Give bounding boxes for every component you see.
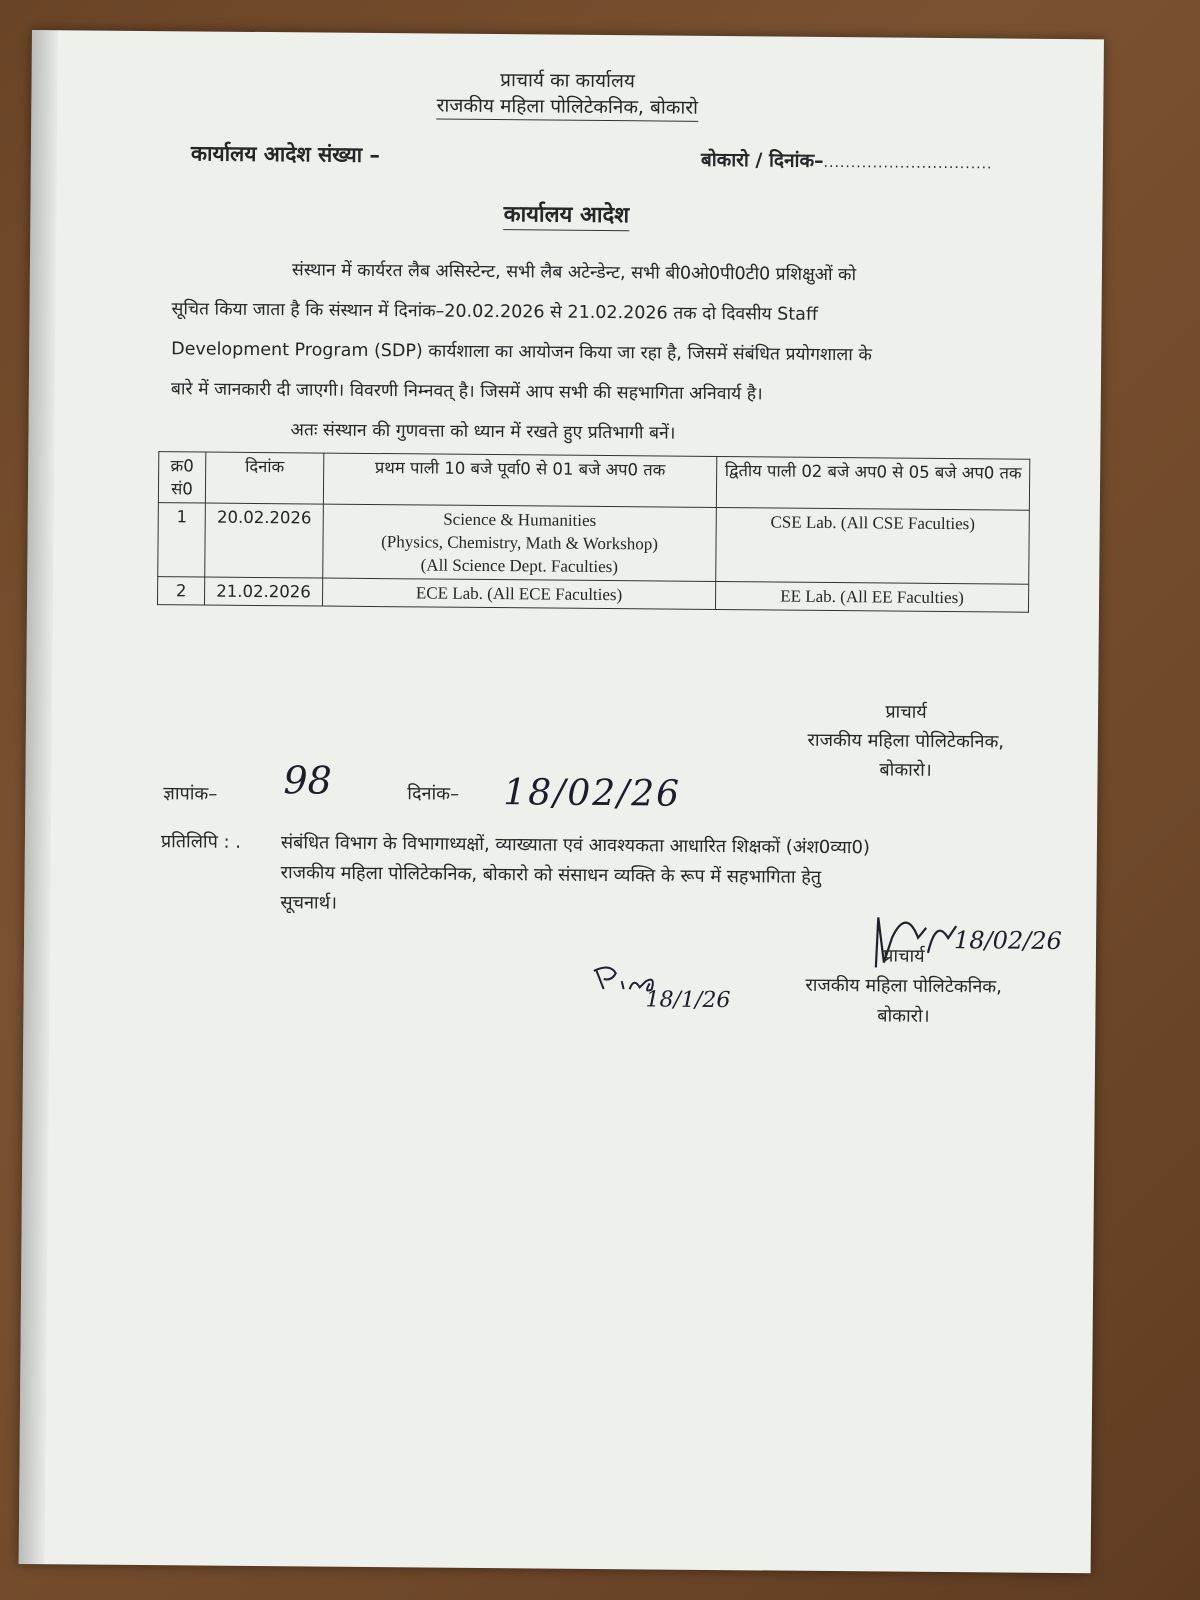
document-title [30, 194, 1102, 233]
memo-label: ज्ञापांक– [163, 783, 218, 805]
table-row [158, 503, 1030, 585]
body-line: सूचित किया जाता है कि संस्थान में दिनांक–20.02.2026 से 21.02.2026 तक दो दिवसीय Staff [171, 299, 819, 325]
body-line: बारे में जानकारी दी जाएगी। विवरणी निम्नवत् है। जिसमें आप सभी की सहभागिता अनिवार्य है। [170, 379, 763, 405]
memo-date-handwritten: 18/02/26 [503, 772, 682, 815]
header-serial: क्र0 सं0 [158, 452, 205, 503]
principal-signature-block-2 [763, 940, 1044, 1032]
document-page [19, 30, 1104, 1573]
copy-label: प्रतिलिपि : . [160, 831, 242, 853]
body-line: संस्थान में कार्यरत लैब असिस्टेन्ट, सभी लैब अटेन्डेन्ट, सभी बी0ओ0पी0टी0 प्रशिक्षुओं को [291, 260, 857, 286]
institute-name: राजकीय महिला पोलिटेकनिक, [807, 729, 1005, 753]
body-line: अतः संस्थान की गुणवत्ता को ध्यान में रखते हुए प्रतिभागी बनें। [290, 420, 676, 444]
city-name: बोकारो। [879, 759, 932, 781]
cell-text: Science & Humanities [443, 509, 597, 530]
institute-heading-text: राजकीय महिला पोलिटेकनिक, बोकारो [437, 95, 699, 122]
copy-line: राजकीय महिला पोलिटेकनिक, बोकारो को संसाधन व्यक्ति के रूप में सहभागिता हेतु [280, 862, 822, 888]
cell-first-shift: ECE Lab. (All ECE Faculties) [322, 578, 715, 609]
cell-date: 20.02.2026 [205, 503, 324, 578]
place-date-label [701, 146, 993, 175]
cell-second-shift: CSE Lab. (All CSE Faculties) [716, 507, 1030, 584]
office-heading: प्राचार्य का कार्यालय [500, 69, 636, 93]
cell-serial: 2 [157, 577, 204, 605]
place-date-dots: ............................... [823, 154, 993, 173]
copy-line: सूचनार्थ। [280, 892, 338, 914]
institute-name: राजकीय महिला पोलिटेकनिक, [805, 974, 1002, 998]
receipt-date-handwritten: 18/1/26 [645, 987, 731, 1014]
city-name: बोकारो। [877, 1005, 930, 1027]
cell-first-shift [323, 504, 717, 581]
header-date: दिनांक [205, 452, 323, 504]
body-paragraph [170, 249, 1030, 456]
principal-signature-block [765, 696, 1046, 785]
order-number-label: कार्यालय आदेश संख्या – [190, 141, 381, 168]
cell-text: (All Science Dept. Faculties) [420, 555, 619, 577]
copy-line: संबंधित विभाग के विभागाध्यक्षों, व्याख्याता एवं आवश्यकता आधारित शिक्षकों (अंश0व्या0) [280, 832, 871, 859]
principal-title: प्राचार्य [883, 945, 925, 967]
header-first-shift: प्रथम पाली 10 बजे पूर्वा0 से 01 बजे अप0 तक [323, 453, 716, 507]
header-second-shift: द्वितीय पाली 02 बजे अप0 से 05 बजे अप0 तक [716, 456, 1029, 510]
memo-date-label: दिनांक– [407, 783, 460, 805]
principal-title: प्राचार्य [885, 701, 927, 723]
schedule-table [157, 451, 1030, 613]
place-date-text: बोकारो / दिनांक– [700, 148, 824, 172]
body-line: Development Program (SDP) कार्यशाला का आयोजन किया जा रहा है, जिसमें संबंधित प्रयोगशाला के [171, 339, 872, 366]
signature-date-handwritten: 18/02/26 [953, 926, 1063, 956]
cell-second-shift: EE Lab. (All EE Faculties) [715, 581, 1028, 612]
cell-text: (Physics, Chemistry, Math & Workshop) [381, 532, 658, 554]
cell-serial: 1 [158, 503, 206, 577]
memo-number-handwritten: 98 [283, 758, 333, 803]
document-title-text: कार्यालय आदेश [504, 202, 630, 231]
table-header-row [158, 452, 1029, 511]
cell-date: 21.02.2026 [204, 577, 322, 606]
